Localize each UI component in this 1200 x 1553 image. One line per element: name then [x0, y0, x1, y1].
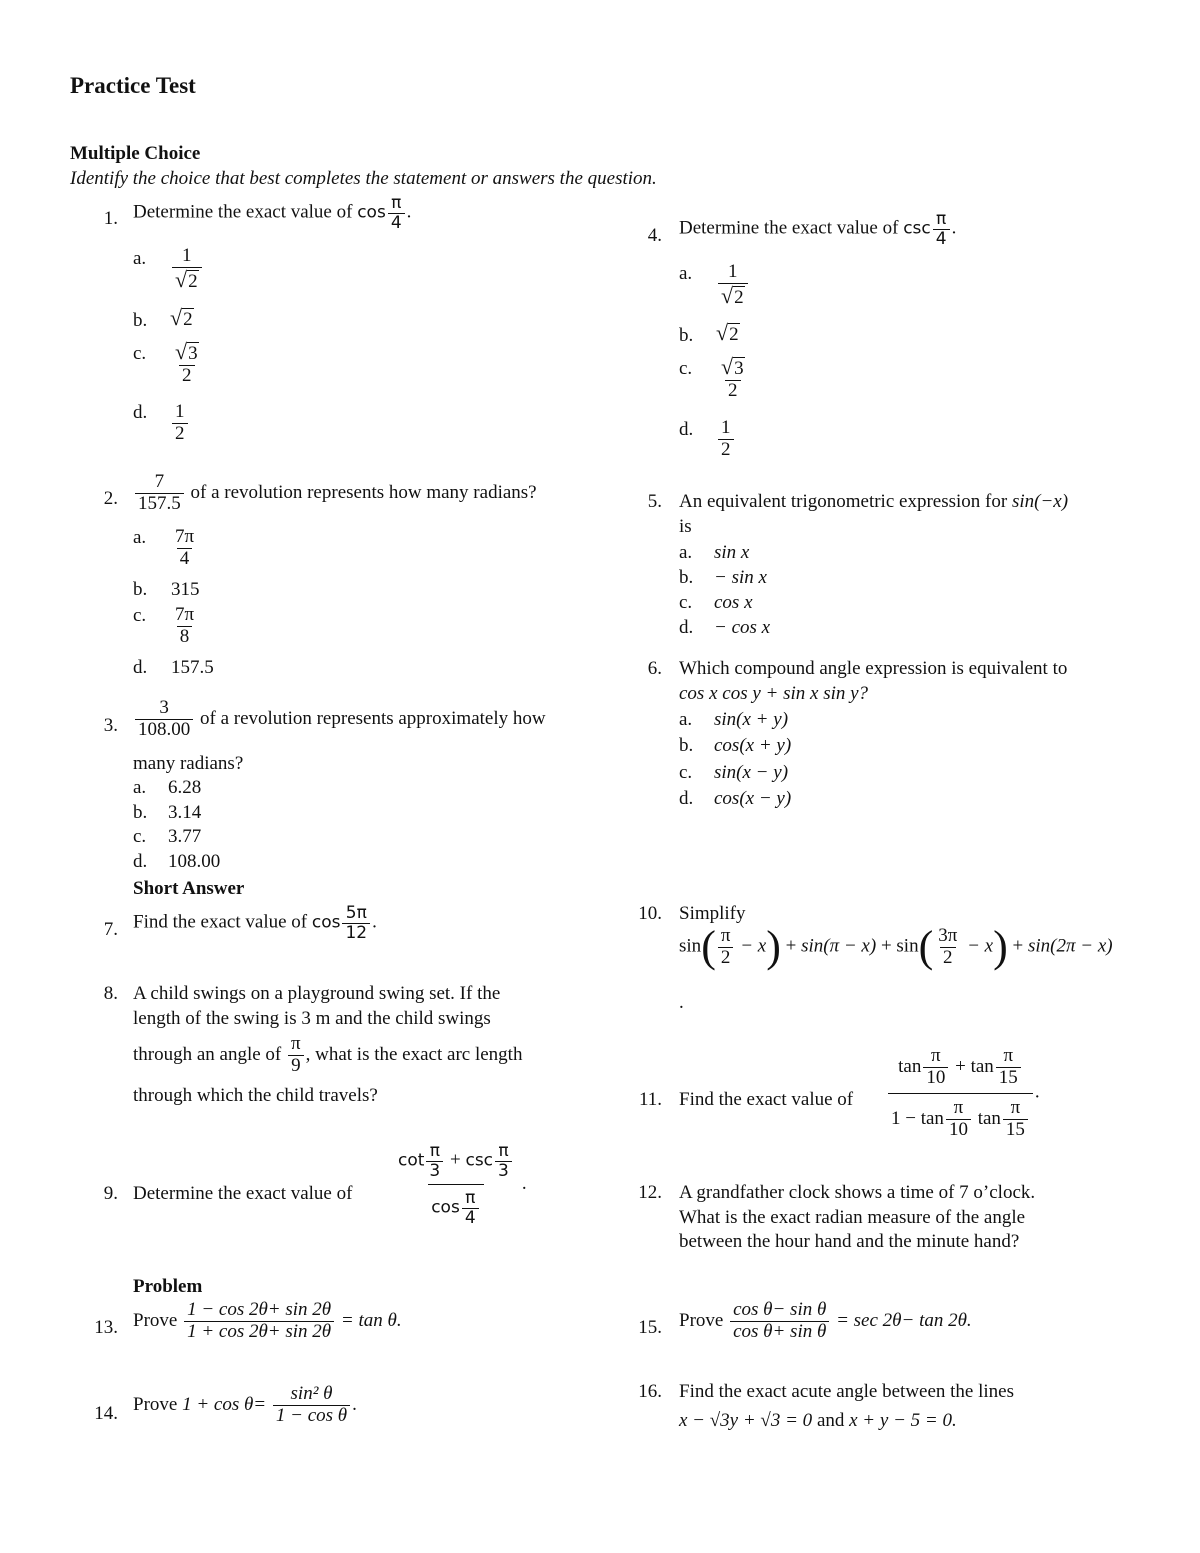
frac-den: 4 — [933, 229, 950, 249]
question-stem: of a revolution represents how many radians? — [190, 481, 537, 503]
question-number: 12. — [638, 1182, 662, 1203]
question-line: between the hour hand and the minute hand? — [679, 1231, 1020, 1252]
frac-den: 12 — [342, 923, 370, 943]
question-number: 13. — [94, 1317, 118, 1338]
frac-num: 7 — [154, 471, 165, 492]
question-stem: Determine the exact value of — [133, 201, 353, 223]
frac-num: 3π — [938, 924, 958, 946]
function-name: tan — [898, 1055, 922, 1077]
option-label: d. — [133, 402, 148, 423]
math-expression: cos x cos y + sin x sin y? — [679, 683, 869, 704]
frac-den: 9 — [288, 1055, 304, 1077]
question-number: 6. — [647, 658, 662, 679]
frac-num: 7π — [175, 526, 195, 547]
option-label: d. — [679, 788, 694, 809]
question-stem: Prove — [133, 1309, 178, 1331]
frac-den: 2 — [718, 947, 734, 969]
option-label: d. — [133, 851, 148, 872]
function-name: tan — [970, 1055, 994, 1077]
conjunction: and — [816, 1410, 845, 1431]
option-a — [133, 777, 201, 799]
frac-num: π — [720, 924, 731, 946]
math-term: − x — [967, 935, 994, 957]
option-a — [679, 709, 788, 731]
math-term: = sec 2θ− tan 2θ. — [836, 1309, 972, 1331]
instructions: Identify the choice that best completes the statement or answers the question. — [70, 168, 657, 189]
frac-num: 3 — [159, 697, 169, 718]
question-text: Determine the exact value of cos $\frac{\pi}{4}$ . — [133, 193, 412, 233]
option-b — [679, 567, 767, 589]
math-expression — [679, 1410, 957, 1432]
option-c-value: $\frac{√3}{2}$ — [175, 339, 198, 386]
option-label: d. — [679, 419, 694, 440]
question-line: A grandfather clock shows a time of 7 o’clock. — [679, 1182, 1036, 1203]
question-line: through which the child travels? — [133, 1085, 378, 1106]
frac-num: π — [465, 1188, 476, 1209]
math-expression: sin( $\frac{\pi}{2}$ − x) + sin(π − x) + sin( $\frac{3\pi}{2}$ − x) + sin(2π − x) — [679, 922, 1113, 971]
option-label: c. — [133, 826, 147, 847]
option-b-value: √2 — [716, 320, 739, 345]
frac-den: 15 — [996, 1067, 1021, 1089]
frac-num: π — [1010, 1096, 1021, 1118]
option-label: a. — [679, 709, 693, 730]
option-label: b. — [133, 310, 148, 331]
question-text — [679, 491, 1068, 513]
frac-den: 4 — [462, 1208, 479, 1228]
complex-fraction: tan $\frac{\pi}{10}$ + tan $\frac{\pi}{15}$ 1 − tan $\frac{\pi}{10}$ tan $\frac{\pi}{15}$ . — [886, 1046, 1040, 1141]
question-text: Prove 1 + cos θ= $\frac{\text{sin² θ}}{\text{1 − cos θ}}$ . — [133, 1383, 357, 1426]
option-d — [133, 402, 171, 424]
option-label: a. — [133, 248, 147, 269]
frac-num: π — [936, 209, 947, 229]
option-c — [133, 826, 201, 848]
option-b — [679, 735, 791, 757]
option-label: d. — [133, 657, 148, 678]
frac-num: π — [391, 193, 402, 213]
complex-fraction: cot $\frac{\pi}{3}$ + csc $\frac{\pi}{3}$ cos $\frac{\pi}{4}$ . — [398, 1141, 527, 1229]
frac-den: 15 — [1003, 1119, 1028, 1141]
option-label: b. — [133, 579, 148, 600]
page-title: Practice Test — [70, 73, 196, 98]
question-number: 7. — [103, 919, 118, 940]
function-name: cos — [431, 1197, 460, 1218]
question-line: A child swings on a playground swing set. If the — [133, 983, 501, 1004]
function-name: cot — [398, 1150, 425, 1171]
option-value: 3.14 — [168, 802, 202, 823]
option-label: b. — [679, 567, 694, 588]
question-number: 2. — [103, 488, 118, 509]
question-stem-cont: is — [679, 516, 692, 537]
option-value: 108.00 — [168, 851, 221, 872]
option-value: sin x — [714, 542, 750, 563]
question-line-part: , what is the exact arc length — [305, 1043, 523, 1065]
question-number: 11. — [638, 1089, 662, 1110]
question-stem: Which compound angle expression is equivalent to — [679, 658, 1068, 679]
option-b — [679, 325, 717, 347]
frac-num: π — [429, 1141, 440, 1161]
option-a — [679, 263, 717, 285]
operator: + — [450, 1149, 461, 1171]
option-d-value: $\frac{1}{2}$ — [170, 402, 190, 445]
option-label: a. — [679, 542, 693, 563]
frac-den: 2 — [940, 947, 956, 969]
function-name: cos — [357, 202, 386, 223]
option-a-value — [170, 527, 199, 570]
frac-num: π — [1003, 1045, 1014, 1066]
option-c — [679, 592, 753, 614]
option-d — [679, 419, 717, 441]
option-label: a. — [679, 263, 693, 284]
question-line: Find the exact acute angle between the lines — [679, 1381, 1015, 1402]
question-number: 3. — [103, 715, 118, 736]
function-name: sin — [896, 935, 919, 957]
option-d — [133, 657, 214, 679]
operator: + — [1012, 935, 1024, 957]
frac-den: cos θ+ sin θ — [730, 1321, 829, 1343]
option-c-value: $\frac{√3}{2}$ — [721, 354, 744, 401]
math-expression: sin(−x) — [1011, 491, 1069, 512]
option-a-value: $\frac{1}{√2}$ — [170, 246, 204, 293]
option-a — [679, 542, 749, 564]
question-stem-cont: many radians? — [133, 753, 244, 774]
option-c — [679, 762, 788, 784]
math-term: 1 + cos θ= — [182, 1393, 267, 1415]
option-label: b. — [679, 735, 694, 756]
option-label: b. — [133, 802, 148, 823]
question-text — [133, 1300, 402, 1343]
option-c — [133, 343, 171, 365]
question-number: 9. — [103, 1183, 118, 1204]
question-stem: An equivalent trigonometric expression for — [679, 491, 1008, 512]
question-line-part: through an angle of — [133, 1043, 282, 1065]
option-d — [133, 851, 220, 873]
equation: x − √3y + √3 = 0 — [679, 1410, 813, 1431]
frac-den: 1 − cos θ — [273, 1405, 350, 1427]
frac-den: 108.00 — [135, 719, 193, 741]
option-label: c. — [679, 592, 693, 613]
operator: + — [785, 935, 797, 957]
frac-den: 4 — [388, 213, 405, 233]
frac-den: 3 — [495, 1161, 512, 1181]
option-value: − cos x — [714, 617, 771, 638]
question-stem: Prove — [679, 1309, 724, 1331]
option-d — [679, 617, 770, 639]
frac-num: π — [931, 1045, 941, 1066]
frac-den: 3 — [426, 1161, 443, 1181]
question-text — [679, 1300, 972, 1343]
math-term: = tan θ. — [340, 1309, 402, 1331]
frac-den: 1 + cos 2θ+ sin 2θ — [184, 1321, 334, 1343]
question-number: 5. — [647, 491, 662, 512]
option-d — [679, 788, 791, 810]
question-number: 8. — [103, 983, 118, 1004]
frac-den: 8 — [177, 626, 193, 648]
question-line — [133, 1034, 522, 1077]
option-value: 157.5 — [171, 657, 214, 678]
option-label: d. — [679, 617, 694, 638]
option-value: 315 — [171, 579, 200, 600]
question-stem: Determine the exact value of — [133, 1183, 353, 1204]
math-term: − x — [740, 935, 767, 957]
question-text — [133, 698, 546, 741]
punctuation: . — [679, 992, 684, 1013]
question-stem: Simplify — [679, 903, 746, 924]
frac-den: 10 — [946, 1119, 971, 1141]
option-value: cos(x − y) — [714, 788, 792, 809]
section-multiple-choice: Multiple Choice — [70, 143, 201, 164]
function-name: csc — [465, 1150, 494, 1171]
option-label: c. — [133, 343, 147, 364]
question-text — [133, 472, 537, 515]
operator: + — [955, 1055, 966, 1077]
frac-den: 157.5 — [135, 493, 184, 515]
option-value: 3.77 — [168, 826, 202, 847]
option-value: cos(x + y) — [714, 735, 792, 756]
section-problem: Problem — [133, 1276, 203, 1297]
function-name: tan — [977, 1107, 1001, 1129]
option-label: c. — [679, 358, 693, 379]
option-value: sin(x + y) — [714, 709, 789, 730]
operator: + — [880, 935, 892, 957]
math-term: 1 − — [891, 1107, 916, 1129]
option-value: cos x — [714, 592, 753, 613]
question-line: length of the swing is 3 m and the child swings — [133, 1008, 491, 1029]
option-label: a. — [133, 527, 147, 548]
frac-num: cos θ− sin θ — [733, 1299, 827, 1320]
option-d-value: $\frac{1}{2}$ — [716, 418, 736, 461]
frac-num: π — [498, 1141, 509, 1161]
option-c — [679, 358, 717, 380]
question-stem: Determine the exact value of — [679, 217, 899, 239]
option-b-value: √2 — [170, 305, 193, 330]
frac-num: π — [291, 1033, 301, 1054]
option-b — [133, 310, 171, 332]
question-text: Determine the exact value of csc $\frac{\pi}{4}$ . — [679, 209, 957, 249]
equation: x + y − 5 = 0. — [849, 1410, 957, 1431]
frac-num: π — [953, 1096, 964, 1118]
option-label: c. — [679, 762, 693, 783]
option-value: − sin x — [714, 567, 767, 588]
question-stem: of a revolution represents approximately how — [200, 707, 546, 729]
question-number: 10. — [638, 903, 662, 924]
frac-num: 1 − cos 2θ+ sin 2θ — [187, 1299, 332, 1320]
frac-num: 5π — [345, 903, 367, 923]
question-stem: Find the exact value of — [679, 1089, 854, 1110]
option-b — [133, 802, 201, 824]
frac-den: 10 — [923, 1067, 948, 1089]
frac-den: 4 — [177, 548, 193, 570]
function-name: sin — [679, 935, 702, 957]
question-number: 4. — [647, 225, 662, 246]
option-label: c. — [133, 605, 147, 626]
option-label: b. — [679, 325, 694, 346]
question-line: What is the exact radian measure of the angle — [679, 1207, 1026, 1228]
question-stem: Find the exact value of — [133, 911, 308, 933]
math-term: sin(π − x) — [801, 935, 877, 957]
option-c-value — [170, 605, 199, 648]
function-name: cos — [311, 912, 341, 933]
function-name: csc — [903, 218, 931, 239]
question-stem: Prove — [133, 1393, 178, 1415]
option-a — [133, 527, 171, 549]
frac-num: 7π — [175, 604, 195, 625]
question-number: 14. — [94, 1403, 118, 1424]
option-value: 6.28 — [168, 777, 202, 798]
question-number: 1. — [103, 208, 118, 229]
option-c — [133, 605, 171, 627]
question-text: Find the exact value of cos $\frac{5\pi}{12}$ . — [133, 903, 377, 943]
option-b — [133, 579, 200, 601]
section-short-answer: Short Answer — [133, 878, 245, 899]
question-number: 16. — [638, 1381, 662, 1402]
option-value: sin(x − y) — [714, 762, 789, 783]
math-term: sin(2π − x) — [1027, 935, 1113, 957]
option-a — [133, 248, 171, 270]
option-a-value: $\frac{1}{√2}$ — [716, 262, 750, 309]
function-name: tan — [920, 1107, 944, 1129]
question-number: 15. — [638, 1317, 662, 1338]
option-label: a. — [133, 777, 147, 798]
frac-num: sin² θ — [290, 1383, 333, 1404]
